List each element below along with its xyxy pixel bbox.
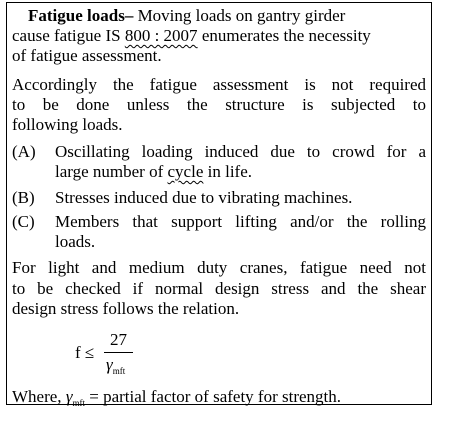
list-a-line-2-pre: large number of bbox=[55, 162, 168, 181]
formula-numerator: 27 bbox=[110, 330, 127, 349]
formula-gamma: γ bbox=[106, 355, 113, 374]
para2-line-2: to be done unless the structure is subjected to bbox=[12, 95, 426, 114]
list-a-line-2 bbox=[55, 162, 252, 182]
list-label-c: (C) bbox=[12, 212, 35, 231]
heading-dash: – bbox=[124, 6, 134, 25]
where-gamma: γ bbox=[65, 387, 73, 406]
heading-text: Moving loads on gantry girder bbox=[133, 6, 346, 25]
para3-line-3: design stress follows the relation. bbox=[12, 299, 240, 318]
formula-subscript: mft bbox=[112, 366, 126, 376]
para3-line-1: For light and medium duty cranes, fatigue need not bbox=[12, 258, 426, 277]
where-line bbox=[12, 387, 341, 409]
heading-line-3: of fatigue assessment. bbox=[12, 46, 162, 65]
heading-title: Fatigue loads bbox=[28, 6, 125, 25]
fraction-bar bbox=[104, 352, 133, 353]
heading-line-2-pre: cause fatigue IS bbox=[12, 26, 125, 45]
list-b-line-1: Stresses induced due to vibrating machines. bbox=[55, 188, 353, 207]
list-c-line-2: loads. bbox=[55, 232, 96, 251]
heading-line-2 bbox=[12, 26, 371, 46]
para2-line-3: following loads. bbox=[12, 115, 123, 134]
list-label-a: (A) bbox=[12, 142, 36, 161]
list-a-line-1: Oscillating loading induced due to crowd for a bbox=[55, 142, 426, 161]
code-reference: 800 : 2007 bbox=[124, 26, 198, 45]
list-label-b: (B) bbox=[12, 188, 35, 207]
heading-line-2-post: enumerates the necessity bbox=[197, 26, 371, 45]
where-subscript: mft bbox=[72, 398, 86, 408]
where-prefix: Where, bbox=[12, 387, 66, 406]
para3-line-2: to be checked if normal design stress and the shear bbox=[12, 279, 426, 298]
list-c-line-1: Members that support lifting and/or the rolling bbox=[55, 212, 426, 231]
para2-line-1: Accordingly the fatigue assessment is not required bbox=[12, 75, 426, 94]
formula-denominator bbox=[106, 355, 125, 377]
formula-lhs: f ≤ bbox=[75, 343, 95, 362]
cycle-word: cycle bbox=[167, 162, 204, 181]
heading-line-1 bbox=[28, 6, 345, 26]
where-suffix: = partial factor of safety for strength. bbox=[85, 387, 342, 406]
list-a-line-2-post: in life. bbox=[203, 162, 253, 181]
